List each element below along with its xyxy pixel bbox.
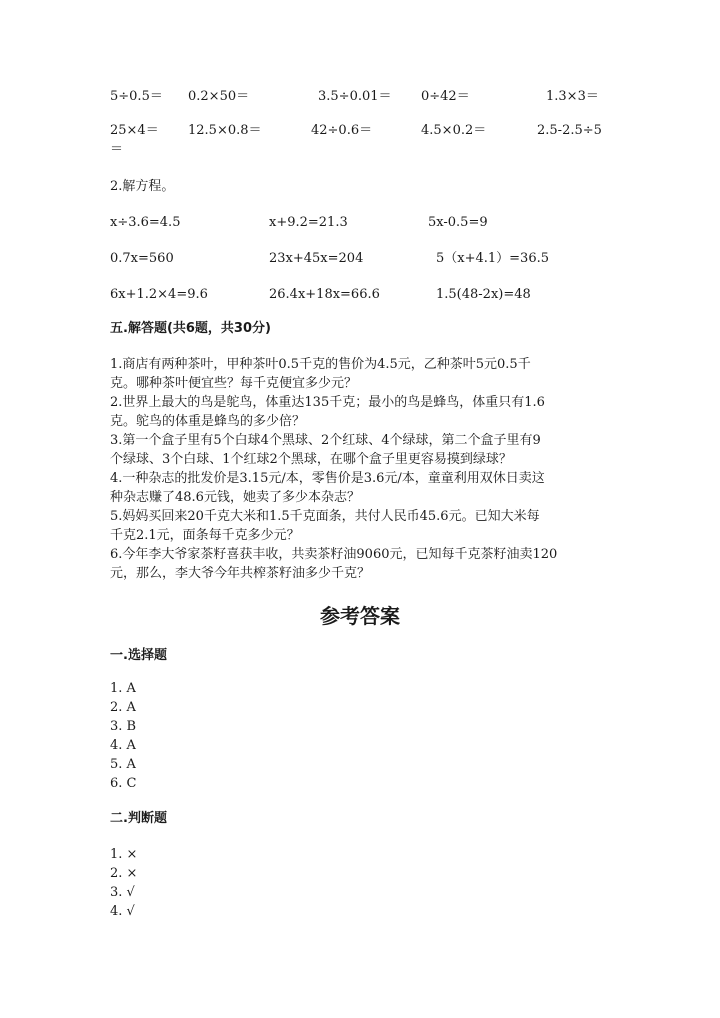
judge-answer: 4. √ — [110, 904, 135, 919]
section1-heading: 一.选择题 — [110, 648, 167, 663]
arith-item: 25×4＝ — [110, 123, 159, 138]
problem-line: 1.商店有两种茶叶，甲种茶叶0.5千克的售价为4.5元，乙种茶叶5元0.5千 — [110, 357, 531, 372]
equation-row-3 — [0, 285, 720, 305]
answer-title: 参考答案 — [320, 604, 400, 628]
judge-answer: 2. × — [110, 866, 138, 881]
arith-item: 1.3×3＝ — [546, 89, 599, 104]
choice-answer: 2. A — [110, 700, 136, 715]
equations-heading: 2.解方程。 — [110, 179, 175, 194]
equation-item: 5x-0.5=9 — [428, 215, 488, 230]
equation-item: x+9.2=21.3 — [269, 215, 348, 230]
arith-item: 0.2×50＝ — [188, 89, 250, 104]
equation-item: 1.5(48-2x)=48 — [436, 287, 531, 302]
arith-item: 3.5÷0.01＝ — [318, 89, 392, 104]
problem-line: 5.妈妈买回来20千克大米和1.5千克面条，共付人民币45.6元。已知大米每 — [110, 509, 540, 524]
arith-row-2 — [0, 121, 720, 141]
equation-item: 6x+1.2×4=9.6 — [110, 287, 208, 302]
choice-answer: 4. A — [110, 738, 136, 753]
arith-item: 5÷0.5＝ — [110, 89, 163, 104]
arith-row-1 — [0, 87, 720, 107]
choice-answer: 3. B — [110, 719, 137, 734]
problem-line: 克。鸵鸟的体重是蜂鸟的多少倍？ — [110, 414, 306, 429]
choice-answer: 5. A — [110, 757, 136, 772]
judge-answer: 1. × — [110, 847, 138, 862]
arith-item: 42÷0.6＝ — [311, 123, 373, 138]
arith-item: 0÷42＝ — [421, 89, 470, 104]
equation-item: 5（x+4.1）=36.5 — [436, 251, 550, 266]
section5-heading: 五.解答题(共6题，共30分) — [110, 321, 271, 336]
problem-line: 2.世界上最大的鸟是鸵鸟，体重达135千克；最小的鸟是蜂鸟，体重只有1.6 — [110, 395, 545, 410]
problem-line: 6.今年李大爷家茶籽喜获丰收，共卖茶籽油9060元，已知每千克茶籽油卖120 — [110, 547, 558, 562]
problem-line: 种杂志赚了48.6元钱，她卖了多少本杂志？ — [110, 490, 360, 505]
choice-answer: 6. C — [110, 776, 137, 791]
problem-line: 克。哪种茶叶便宜些？每千克便宜多少元？ — [110, 376, 358, 391]
arith-item: 12.5×0.8＝ — [188, 123, 262, 138]
problem-line: 千克2.1元，面条每千克多少元？ — [110, 528, 300, 543]
section2-heading: 二.判断题 — [110, 811, 167, 826]
problem-line: 4.一种杂志的批发价是3.15元/本，零售价是3.6元/本，童童利用双休日卖这 — [110, 471, 545, 486]
problem-line: 元，那么，李大爷今年共榨茶籽油多少千克？ — [110, 566, 371, 581]
equation-item: 23x+45x=204 — [269, 251, 364, 266]
problem-line: 3.第一个盒子里有5个白球4个黑球、2个红球、4个绿球，第二个盒子里有9 — [110, 433, 541, 448]
arith-item: 4.5×0.2＝ — [421, 123, 487, 138]
arith-item: 2.5-2.5÷5 — [537, 123, 602, 138]
equation-row-1 — [0, 213, 720, 233]
problem-line: 个绿球、3个白球、1个红球2个黑球，在哪个盒子里更容易摸到绿球？ — [110, 452, 512, 467]
equation-item: x÷3.6=4.5 — [110, 215, 181, 230]
equation-item: 26.4x+18x=66.6 — [269, 287, 380, 302]
equation-item: 0.7x=560 — [110, 251, 174, 266]
equation-row-2 — [0, 249, 720, 269]
choice-answer: 1. A — [110, 681, 136, 696]
judge-answer: 3. √ — [110, 885, 135, 900]
arith-wrap: ＝ — [110, 142, 124, 157]
